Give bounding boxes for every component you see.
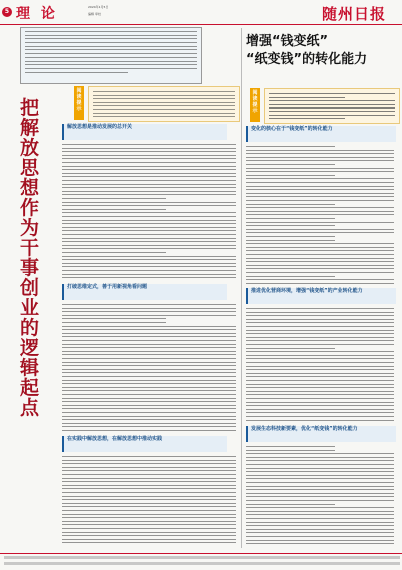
text-line	[62, 315, 236, 316]
left-badge-label: 阅读提示	[76, 88, 82, 112]
text-line	[246, 319, 394, 320]
text-line	[246, 457, 394, 458]
text-line	[62, 194, 236, 195]
text-line	[246, 229, 394, 230]
right-badge-label: 阅读提示	[252, 90, 258, 114]
text-line	[246, 504, 335, 505]
text-line	[246, 500, 394, 501]
text-line	[246, 358, 394, 359]
text-line	[62, 524, 236, 525]
text-line	[246, 351, 394, 352]
text-line	[246, 276, 335, 277]
text-line	[62, 416, 236, 417]
text-line	[269, 93, 395, 94]
text-line	[62, 248, 236, 249]
text-line	[246, 446, 335, 447]
text-line	[62, 539, 236, 540]
text-line	[246, 186, 394, 187]
text-line	[62, 326, 236, 327]
text-line	[62, 358, 236, 359]
text-line	[246, 486, 394, 487]
text-line	[246, 453, 394, 454]
text-line	[246, 247, 394, 248]
masthead-rule	[0, 24, 402, 25]
text-line	[93, 95, 235, 96]
text-line	[62, 532, 236, 533]
text-line	[62, 266, 236, 267]
text-line	[246, 402, 394, 403]
text-line	[62, 263, 236, 264]
text-line	[62, 412, 236, 413]
text-line	[246, 178, 394, 179]
text-line	[62, 460, 236, 461]
text-line	[62, 463, 236, 464]
text-line	[246, 214, 394, 215]
text-line	[246, 412, 394, 413]
text-line	[269, 107, 395, 108]
text-line	[246, 265, 394, 266]
text-line	[62, 205, 236, 206]
text-line	[246, 337, 394, 338]
text-line	[246, 468, 394, 469]
text-line	[62, 230, 236, 231]
text-line	[246, 254, 394, 255]
text-line	[246, 344, 394, 345]
text-line	[269, 100, 395, 101]
text-line	[62, 430, 236, 431]
text-line	[246, 384, 394, 385]
text-line	[62, 369, 236, 370]
text-line	[62, 365, 236, 366]
text-line	[246, 511, 394, 512]
text-line	[246, 232, 394, 233]
text-line	[62, 173, 236, 174]
text-line	[62, 202, 236, 203]
text-line	[62, 387, 236, 388]
text-line	[246, 193, 394, 194]
text-line	[62, 277, 236, 278]
text-line	[246, 200, 394, 201]
footer-contact-line-1	[4, 556, 400, 559]
text-line	[269, 118, 345, 119]
text-line	[62, 506, 236, 507]
text-line	[246, 355, 394, 356]
date-line: 2024年1月5日	[88, 5, 109, 9]
text-line	[246, 150, 394, 151]
column-divider	[241, 28, 242, 548]
text-line	[246, 420, 394, 421]
text-line	[62, 394, 236, 395]
text-line	[62, 234, 236, 235]
text-line	[246, 391, 394, 392]
text-line	[246, 240, 335, 241]
text-line	[246, 532, 394, 533]
text-line	[62, 223, 236, 224]
text-line	[62, 467, 236, 468]
text-line	[62, 336, 236, 337]
text-line	[62, 238, 236, 239]
text-line	[246, 182, 394, 183]
text-line	[246, 525, 394, 526]
text-line	[62, 481, 236, 482]
text-line	[246, 211, 394, 212]
text-line	[246, 529, 394, 530]
text-line	[62, 376, 236, 377]
text-line	[62, 256, 236, 257]
text-line	[62, 528, 236, 529]
text-line	[246, 330, 394, 331]
text-line	[269, 111, 395, 112]
text-line	[62, 184, 236, 185]
left-article-body	[62, 124, 238, 546]
text-line	[62, 499, 236, 500]
text-line	[246, 460, 394, 461]
section-title: 理 论	[16, 6, 58, 22]
text-line	[62, 426, 236, 427]
text-line	[246, 326, 394, 327]
text-line	[62, 488, 236, 489]
text-line	[62, 419, 236, 420]
text-line	[246, 225, 335, 226]
text-line	[93, 91, 235, 92]
text-line	[246, 405, 394, 406]
text-line	[62, 318, 166, 319]
text-line	[62, 503, 236, 504]
right-pull-quote	[264, 88, 400, 124]
text-line	[93, 116, 235, 117]
text-line	[269, 104, 395, 105]
text-line	[246, 189, 394, 190]
page-number-badge: 5	[2, 7, 12, 17]
text-line	[62, 151, 236, 152]
text-line	[246, 394, 394, 395]
text-line	[246, 496, 394, 497]
text-line	[246, 507, 394, 508]
text-line	[62, 158, 236, 159]
text-line	[62, 212, 236, 213]
text-line	[62, 542, 236, 543]
text-line	[62, 456, 236, 457]
left-subhead-1: 解放思想是推动发展的总开关	[62, 124, 227, 140]
text-line	[246, 366, 394, 367]
text-line	[62, 340, 236, 341]
text-line	[246, 471, 394, 472]
text-line	[62, 245, 236, 246]
text-line	[246, 312, 394, 313]
text-line	[62, 162, 236, 163]
text-line	[246, 153, 394, 154]
text-line	[269, 115, 395, 116]
text-line	[246, 398, 394, 399]
text-line	[93, 109, 235, 110]
text-line	[62, 423, 236, 424]
text-line	[62, 405, 236, 406]
text-line	[93, 113, 235, 114]
left-subhead-2: 打破思维定式，善于用新视角看问题	[62, 284, 227, 300]
text-line	[246, 157, 394, 158]
text-line	[246, 168, 394, 169]
footer-contact-line-2	[4, 562, 400, 565]
text-line	[62, 344, 236, 345]
text-line	[62, 390, 236, 391]
text-line	[62, 166, 236, 167]
text-line	[62, 176, 236, 177]
text-line	[93, 102, 235, 103]
text-line	[246, 489, 394, 490]
text-line	[246, 387, 394, 388]
text-line	[62, 354, 236, 355]
text-line	[246, 464, 394, 465]
left-summary-box	[20, 27, 202, 84]
text-line	[246, 283, 394, 284]
text-line	[62, 322, 166, 323]
text-line	[246, 175, 335, 176]
text-line	[93, 98, 235, 99]
text-line	[246, 322, 394, 323]
text-line	[246, 340, 394, 341]
text-line	[246, 279, 394, 280]
text-line	[62, 372, 236, 373]
text-line	[246, 540, 394, 541]
text-line	[62, 216, 236, 217]
text-line	[62, 485, 236, 486]
text-line	[62, 270, 236, 271]
text-line	[269, 97, 345, 98]
left-subhead-3: 在实践中解放思想，在解放思想中推动实践	[62, 436, 227, 452]
text-line	[246, 222, 394, 223]
text-line	[62, 191, 236, 192]
text-line	[246, 204, 335, 205]
text-line	[62, 474, 236, 475]
text-line	[246, 207, 394, 208]
text-line	[246, 308, 394, 309]
text-line	[62, 274, 236, 275]
text-line	[246, 272, 394, 273]
text-line	[62, 362, 236, 363]
text-line	[246, 478, 394, 479]
text-line	[246, 196, 394, 197]
text-line	[246, 333, 394, 334]
text-line	[62, 351, 236, 352]
text-line	[62, 347, 236, 348]
text-line	[246, 250, 394, 251]
text-line	[62, 308, 236, 309]
right-article-title-2: “纸变钱”的转化能力	[246, 52, 368, 67]
text-line	[62, 470, 236, 471]
text-line	[246, 522, 394, 523]
text-line	[62, 408, 236, 409]
text-line	[62, 180, 236, 181]
left-pull-quote	[88, 86, 240, 122]
left-author	[44, 218, 54, 268]
text-line	[246, 243, 394, 244]
text-line	[246, 164, 335, 165]
text-line	[62, 517, 236, 518]
text-line	[62, 304, 236, 305]
summary-text	[25, 31, 197, 75]
text-line	[246, 171, 394, 172]
right-subhead-1: 变化的核心在于“钱变纸”的转化能力	[246, 126, 396, 142]
text-line	[62, 187, 236, 188]
text-line	[62, 155, 236, 156]
text-line	[246, 475, 394, 476]
text-line	[62, 144, 236, 145]
text-line	[62, 329, 236, 330]
text-line	[62, 510, 236, 511]
text-line	[246, 514, 394, 515]
text-line	[62, 535, 236, 536]
text-line	[62, 521, 236, 522]
text-line	[62, 383, 236, 384]
editors-line: 编辑 审校	[88, 12, 101, 16]
text-line	[246, 236, 335, 237]
text-line	[62, 333, 236, 334]
text-line	[93, 105, 235, 106]
text-line	[246, 160, 394, 161]
text-line	[62, 478, 236, 479]
newspaper-logo: 随州日报	[322, 5, 387, 23]
text-line	[246, 362, 394, 363]
right-subhead-3: 发展生态科技新要素，优化“纸变钱”的转化能力	[246, 426, 396, 442]
text-line	[246, 348, 335, 349]
text-line	[246, 518, 394, 519]
text-line	[62, 227, 236, 228]
text-line	[246, 450, 335, 451]
text-line	[62, 198, 166, 199]
text-line	[246, 380, 394, 381]
right-article-body	[246, 126, 396, 546]
text-line	[62, 241, 236, 242]
text-line	[62, 209, 166, 210]
text-line	[246, 373, 394, 374]
text-line	[246, 369, 394, 370]
text-line	[246, 261, 394, 262]
text-line	[246, 493, 394, 494]
left-article-title: 把解放思想作为干事创业的逻辑起点	[20, 97, 40, 419]
text-line	[246, 268, 394, 269]
text-line	[246, 543, 394, 544]
text-line	[246, 409, 394, 410]
text-line	[62, 401, 236, 402]
text-line	[246, 258, 394, 259]
text-line	[62, 496, 236, 497]
text-line	[62, 148, 236, 149]
text-line	[62, 252, 166, 253]
text-line	[246, 416, 394, 417]
right-article-title-1: 增强“钱变纸”	[246, 34, 329, 49]
text-line	[62, 259, 236, 260]
text-line	[62, 169, 236, 170]
right-subhead-2: 推进优化营商环境，增强“钱变纸”的产业转化能力	[246, 288, 396, 304]
text-line	[246, 218, 335, 219]
text-line	[62, 492, 236, 493]
text-line	[62, 398, 236, 399]
text-line	[62, 380, 236, 381]
text-line	[62, 311, 236, 312]
text-line	[246, 315, 394, 316]
text-line	[246, 376, 394, 377]
text-line	[246, 146, 335, 147]
text-line	[62, 514, 236, 515]
text-line	[246, 536, 394, 537]
text-line	[62, 220, 236, 221]
text-line	[246, 482, 394, 483]
